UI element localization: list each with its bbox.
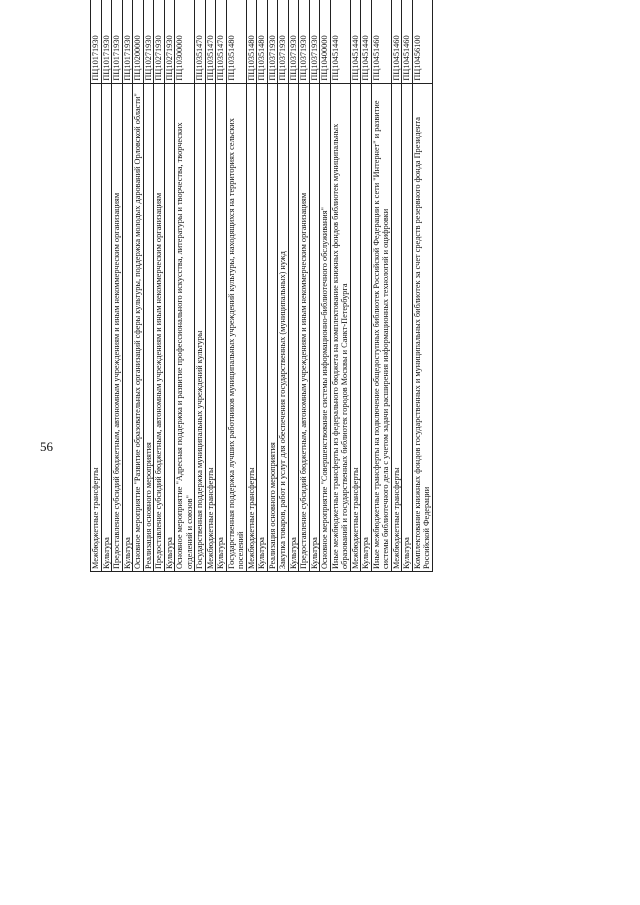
table-row <box>257 0 268 572</box>
cell-name: Основное мероприятие "Адресная поддержка и развитие профессионального искусства, литературы и творчества, творческих отделений и союзов" <box>175 83 195 571</box>
cell-code: ПЦ10171930 <box>122 0 133 83</box>
table-row <box>320 0 331 572</box>
budget-table-frame <box>90 0 602 572</box>
cell-code: ПЦ10456100 <box>412 0 432 83</box>
cell-name: Предоставление субсидий бюджетным, автономным учреждениям и иным некоммерческим организациям <box>112 83 123 571</box>
table-row <box>267 0 278 572</box>
table-row <box>288 0 299 572</box>
table-row <box>350 0 361 572</box>
cell-code: ПЦ10171930 <box>91 0 102 83</box>
table-row <box>361 0 372 572</box>
cell-name: Закупка товаров, работ и услуг для обеспечения государственных (муниципальных) нужд <box>278 83 289 571</box>
table-row <box>112 0 123 572</box>
table-row <box>91 0 102 572</box>
cell-name: Иные межбюджетные трансферты на подключение общедоступных библиотек Российской Федерации к сети "Интернет" и развитие системы библиотечного дела с учетом задачи расширения информационных технологий и оцифровки <box>371 83 391 571</box>
cell-code: ПЦ10371930 <box>278 0 289 83</box>
table-row <box>216 0 227 572</box>
cell-code: ПЦ10300000 <box>175 0 195 83</box>
table-row <box>164 0 175 572</box>
cell-name: Основное мероприятие "Совершенствование системы информационно-библиотечного обслуживания" <box>320 83 331 571</box>
cell-name: Межбюджетные трансферты <box>350 83 361 571</box>
cell-name: Межбюджетные трансферты <box>205 83 216 571</box>
table-row <box>309 0 320 572</box>
table-row <box>154 0 165 572</box>
cell-code: ПЦ10371930 <box>267 0 278 83</box>
cell-code: ПЦ10351480 <box>246 0 257 83</box>
cell-name: Культура <box>402 83 413 571</box>
cell-code: ПЦ10271930 <box>154 0 165 83</box>
cell-code: ПЦ10371930 <box>299 0 310 83</box>
table-row <box>226 0 246 572</box>
cell-code: ПЦ10451440 <box>350 0 361 83</box>
cell-name: Реализация основного мероприятия <box>267 83 278 571</box>
table-row <box>175 0 195 572</box>
table-row <box>143 0 154 572</box>
cell-code: ПЦ10271930 <box>143 0 154 83</box>
cell-name: Комплектование книжных фондов государственных и муниципальных библиотек за счет средств резервного фонда Президента Российской Федерации <box>412 83 432 571</box>
table-row <box>205 0 216 572</box>
cell-code: ПЦ10351470 <box>205 0 216 83</box>
cell-name: Культура <box>216 83 227 571</box>
cell-name: Культура <box>288 83 299 571</box>
table-row <box>330 0 350 572</box>
cell-name: Межбюджетные трансферты <box>391 83 402 571</box>
cell-name: Иные межбюджетные трансферты из федерального бюджета на комплектование книжных фондов библиотек муниципальных образований и государственных библиотек городов Москвы и Санкт-Петербурга <box>330 83 350 571</box>
cell-name: Культура <box>361 83 372 571</box>
table-row <box>133 0 144 572</box>
cell-code: ПЦ10351480 <box>257 0 268 83</box>
table-row <box>101 0 112 572</box>
cell-name: Основное мероприятие "Развитие образовательных организаций сферы культуры, поддержка молодых дарований Орловской области" <box>133 83 144 571</box>
cell-name: Предоставление субсидий бюджетным, автономным учреждениям и иным некоммерческим организациям <box>299 83 310 571</box>
cell-code: ПЦ10451460 <box>371 0 391 83</box>
cell-name: Государственная поддержка муниципальных учреждений культуры <box>195 83 206 571</box>
cell-name: Межбюджетные трансферты <box>246 83 257 571</box>
cell-name: Предоставление субсидий бюджетным, автономным учреждениям и иным некоммерческим организациям <box>154 83 165 571</box>
cell-name: Межбюджетные трансферты <box>91 83 102 571</box>
cell-code: ПЦ10451440 <box>330 0 350 83</box>
cell-code: ПЦ10171930 <box>101 0 112 83</box>
table-row <box>278 0 289 572</box>
budget-table <box>90 0 433 572</box>
cell-code: ПЦ10371930 <box>288 0 299 83</box>
cell-name: Реализация основного мероприятия <box>143 83 154 571</box>
cell-code: ПЦ10200000 <box>133 0 144 83</box>
table-row <box>402 0 413 572</box>
table-row <box>299 0 310 572</box>
cell-code: ПЦ10171930 <box>112 0 123 83</box>
cell-code: ПЦ10351470 <box>216 0 227 83</box>
cell-name: Культура <box>122 83 133 571</box>
cell-code: ПЦ10400000 <box>320 0 331 83</box>
cell-code: ПЦ10351480 <box>226 0 246 83</box>
cell-code: ПЦ10451440 <box>361 0 372 83</box>
cell-name: Культура <box>257 83 268 571</box>
table-row <box>195 0 206 572</box>
table-row <box>122 0 133 572</box>
page-number: 56 <box>40 439 53 454</box>
cell-code: ПЦ10351470 <box>195 0 206 83</box>
cell-code: ПЦ10451460 <box>402 0 413 83</box>
cell-name: Государственная поддержка лучших работников муниципальных учреждений культуры, находящихся на территориях сельских поселений <box>226 83 246 571</box>
table-row <box>246 0 257 572</box>
cell-name: Культура <box>164 83 175 571</box>
cell-name: Культура <box>101 83 112 571</box>
cell-code: ПЦ10271930 <box>164 0 175 83</box>
table-row <box>371 0 391 572</box>
cell-code: ПЦ10371930 <box>309 0 320 83</box>
cell-name: Культура <box>309 83 320 571</box>
table-row <box>412 0 432 572</box>
cell-code: ПЦ10451460 <box>391 0 402 83</box>
table-row <box>391 0 402 572</box>
